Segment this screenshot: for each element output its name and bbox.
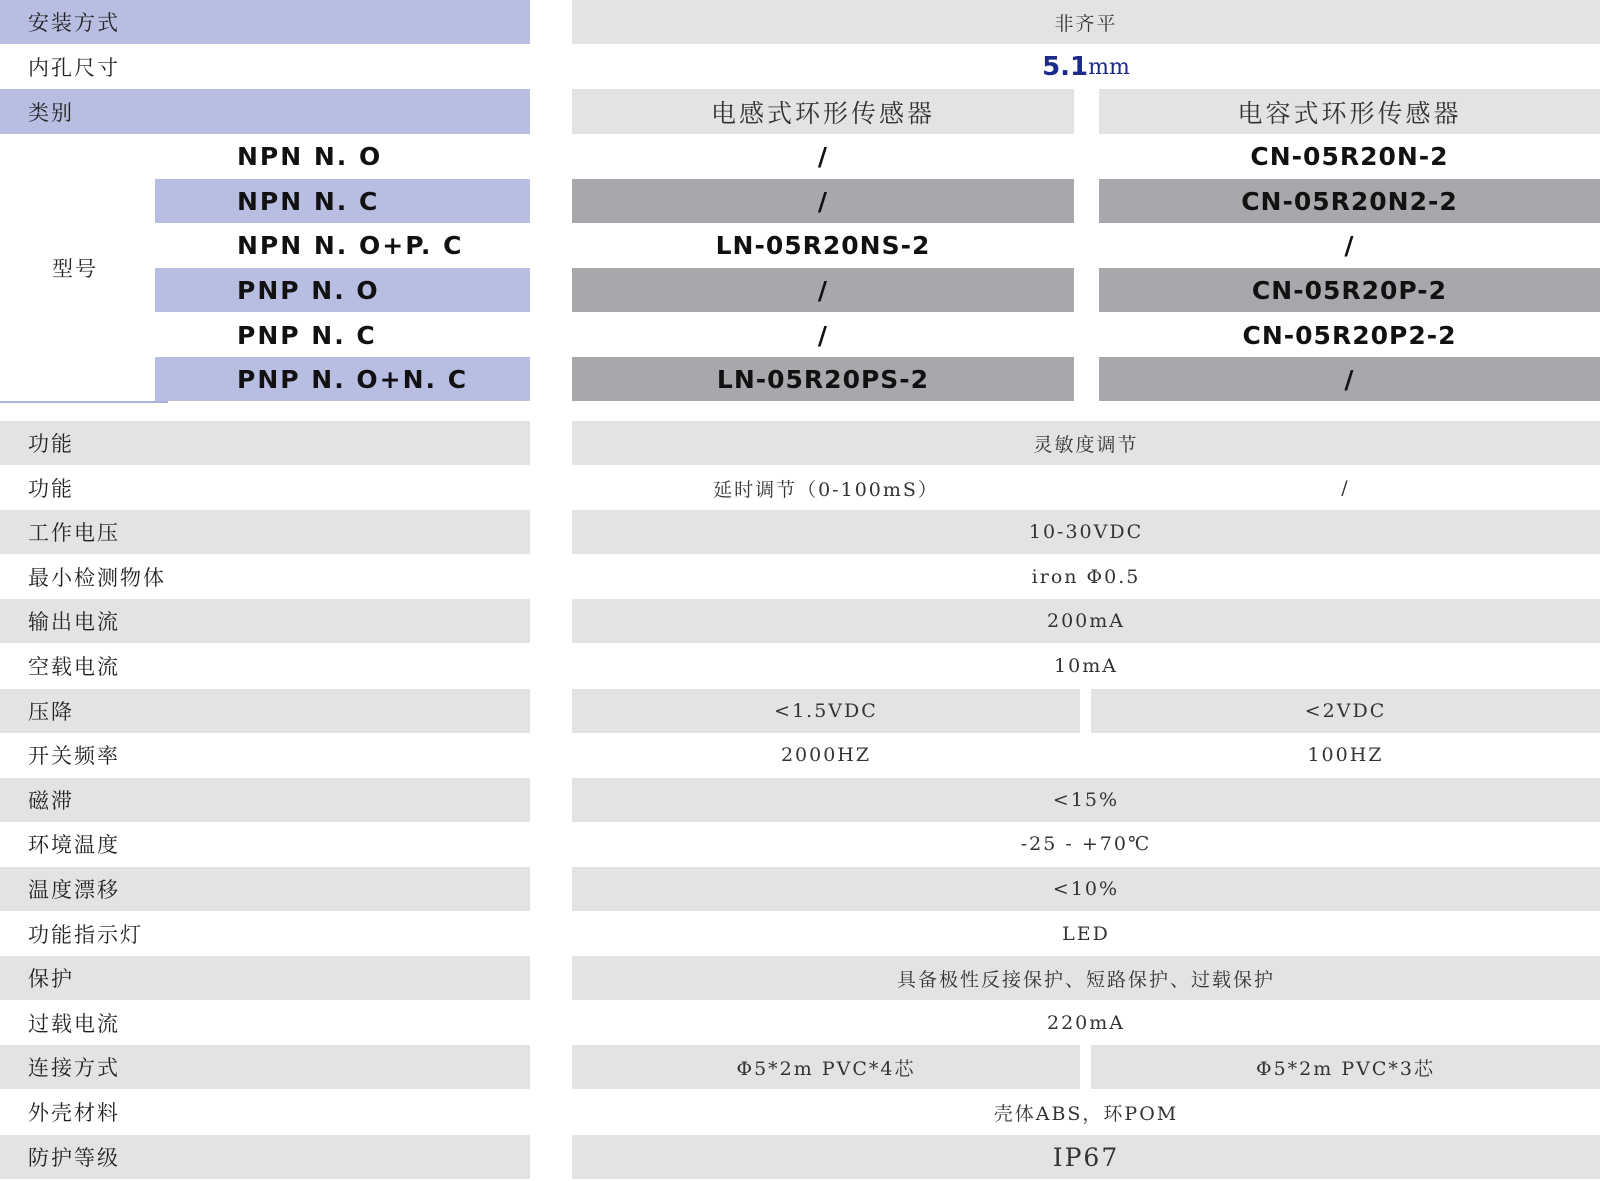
model-inductive: / [817, 320, 829, 350]
spec-value-right: 100HZ [1307, 744, 1384, 766]
spec-value-right: / [1341, 477, 1350, 499]
spec-label: 功能指示灯 [28, 923, 143, 947]
spec-label: 过载电流 [28, 1012, 120, 1036]
spec-label: 开关频率 [28, 744, 120, 768]
model-type: NPN N. C [155, 179, 530, 223]
model-type: PNP N. C [237, 320, 377, 350]
spec-value: 10mA [1054, 655, 1118, 677]
spec-value-left: 延时调节（0-100mS） [713, 478, 939, 501]
spec-label: 连接方式 [0, 1045, 530, 1089]
model-divider [0, 401, 168, 403]
model-inductive: / [572, 268, 1074, 312]
spec-value: 220mA [1046, 1012, 1125, 1034]
mounting-label: 安装方式 [0, 0, 530, 44]
spec-value-left: Φ5*2m PVC*4芯 [572, 1045, 1080, 1089]
model-label: 型号 [52, 257, 98, 281]
spec-value: <10% [572, 867, 1600, 911]
model-inductive: LN-05R20PS-2 [572, 357, 1074, 401]
model-type: NPN N. O [237, 141, 383, 171]
model-inductive: / [817, 141, 829, 171]
spec-label: 磁滞 [0, 778, 530, 822]
spec-label: 温度漂移 [0, 867, 530, 911]
hole-size-value [572, 45, 1600, 89]
spec-value: 壳体ABS，环POM [993, 1102, 1179, 1125]
spec-value: LED [1062, 923, 1110, 945]
spec-label: 压降 [0, 689, 530, 733]
model-capacitive: CN-05R20N-2 [1250, 141, 1449, 171]
model-capacitive: CN-05R20P-2 [1099, 268, 1600, 312]
spec-value: 具备极性反接保护、短路保护、过载保护 [572, 956, 1600, 1000]
spec-value: -25 - +70℃ [1020, 833, 1152, 855]
hole-size-number: 5.1 [1042, 52, 1089, 82]
model-capacitive: CN-05R20P2-2 [1242, 320, 1457, 350]
spec-value-right: <2VDC [1091, 689, 1600, 733]
model-type: PNP N. O+N. C [155, 357, 530, 401]
spec-value-left: 2000HZ [780, 744, 872, 766]
hole-size-label: 内孔尺寸 [28, 56, 120, 80]
category-inductive: 电感式环形传感器 [572, 89, 1074, 134]
model-type: NPN N. O+P. C [237, 230, 464, 260]
spec-label: 防护等级 [0, 1135, 530, 1179]
spec-label: 最小检测物体 [28, 566, 166, 590]
mounting-value: 非齐平 [572, 0, 1600, 44]
model-capacitive: / [1344, 230, 1355, 260]
spec-value: 灵敏度调节 [572, 421, 1600, 465]
spec-label: 环境温度 [28, 833, 120, 857]
spec-label: 功能 [0, 421, 530, 465]
spec-label: 外壳材料 [28, 1101, 120, 1125]
spec-label: 功能 [28, 477, 74, 501]
spec-value: <15% [572, 778, 1600, 822]
model-type: PNP N. O [155, 268, 530, 312]
spec-label: 输出电流 [0, 599, 530, 643]
spec-value-left: <1.5VDC [572, 689, 1080, 733]
spec-value-right: Φ5*2m PVC*3芯 [1091, 1045, 1600, 1089]
category-label: 类别 [0, 89, 530, 134]
model-inductive: / [572, 179, 1074, 223]
spec-label: 空载电流 [28, 655, 120, 679]
spec-label: 工作电压 [0, 510, 530, 554]
hole-size-unit: mm [1088, 54, 1130, 80]
category-capacitive: 电容式环形传感器 [1099, 89, 1600, 134]
model-inductive: LN-05R20NS-2 [715, 230, 931, 260]
spec-label: 保护 [0, 956, 530, 1000]
spec-value: 200mA [572, 599, 1600, 643]
spec-value: 10-30VDC [572, 510, 1600, 554]
spec-value: iron Φ0.5 [1031, 566, 1141, 588]
model-capacitive: CN-05R20N2-2 [1099, 179, 1600, 223]
model-capacitive: / [1099, 357, 1600, 401]
spec-value: IP67 [572, 1135, 1600, 1179]
